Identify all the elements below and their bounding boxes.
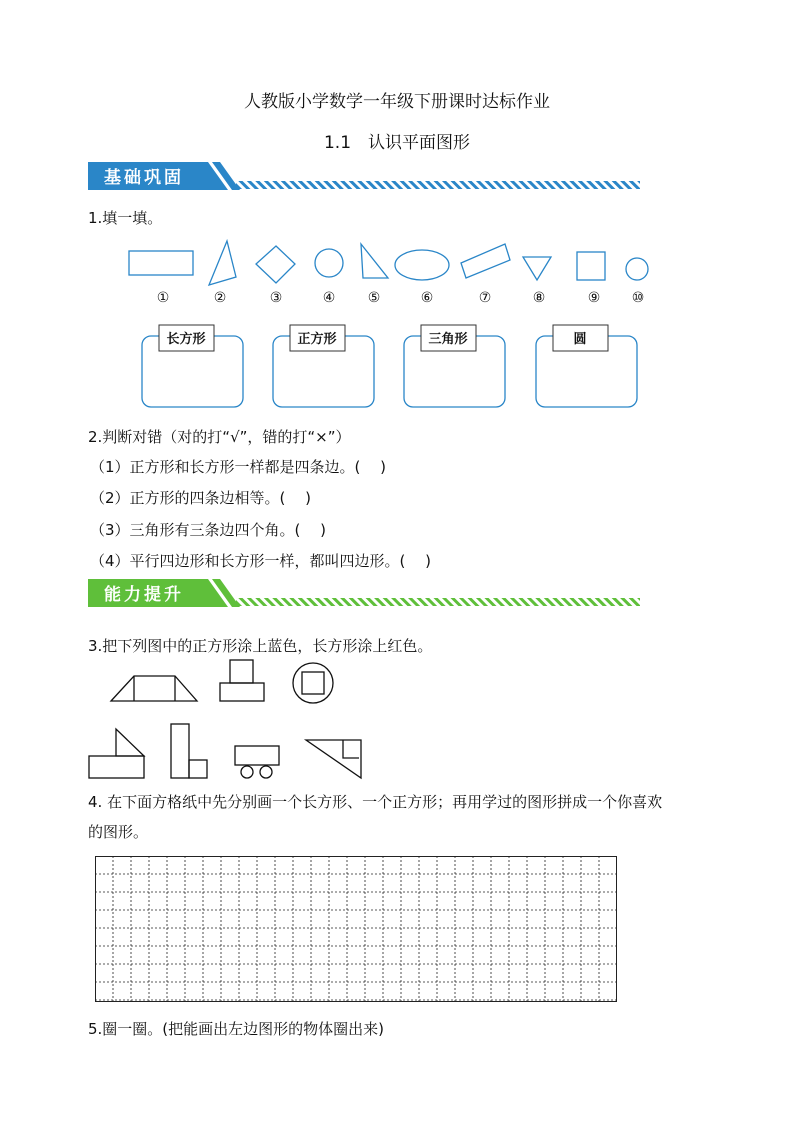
shape-circle (315, 249, 343, 277)
q2-item-2: （2）正方形的四条边相等。( ) (90, 489, 312, 507)
question-5: 5.圈一圈。(把能画出左边图形的物体圈出来) (88, 1020, 385, 1038)
label-3: ③ (269, 290, 283, 306)
figure-trapezoid (111, 676, 197, 701)
shape-square (577, 252, 605, 280)
section-banner-basic (88, 158, 644, 194)
q2-item-1: （1）正方形和长方形一样都是四条边。( ) (90, 458, 387, 476)
shape-rectangle (129, 251, 193, 275)
q3-figures (80, 655, 380, 785)
label-8: ⑧ (532, 290, 546, 306)
category-label-rectangle: 长方形 (166, 332, 206, 347)
question-2: 2.判断对错（对的打“√”，错的打“×”） (88, 428, 351, 446)
shape-ellipse (395, 250, 449, 280)
figure-square-on-rectangle (220, 660, 264, 701)
section-label-basic: 基础巩固 (104, 168, 184, 188)
grid-paper[interactable] (95, 856, 617, 1002)
q2-item-3: （3）三角形有三条边四个角。( ) (90, 521, 327, 539)
q1-shapes (120, 238, 660, 318)
label-7: ⑦ (478, 290, 492, 306)
shape-inverted-triangle (523, 257, 551, 280)
label-2: ② (213, 290, 227, 306)
category-label-square: 正方形 (297, 332, 337, 347)
figure-square-in-circle (293, 663, 333, 703)
page-title: 人教版小学数学一年级下册课时达标作业 (244, 92, 550, 112)
figure-split-triangle (306, 740, 361, 778)
label-6: ⑥ (420, 290, 434, 306)
section-label-advanced: 能力提升 (104, 585, 184, 605)
figure-cart (235, 746, 279, 778)
shape-diamond-square (256, 246, 295, 283)
lesson-subtitle: 1.1 认识平面图形 (323, 133, 471, 153)
question-4-line-1: 4. 在下面方格纸中先分别画一个长方形、一个正方形；再用学过的图形拼成一个你喜欢 (88, 793, 663, 811)
shape-triangle (209, 241, 236, 285)
category-label-circle: 圆 (573, 332, 587, 347)
shape-small-circle (626, 258, 648, 280)
section-banner-advanced (88, 575, 644, 611)
label-4: ④ (322, 290, 336, 306)
q2-item-4: （4）平行四边形和长方形一样，都叫四边形。( ) (90, 552, 432, 570)
label-10: ⑩ (631, 290, 645, 306)
label-1: ① (156, 290, 170, 306)
figure-l-shape (171, 724, 207, 778)
label-5: ⑤ (367, 290, 381, 306)
category-boxes (138, 320, 648, 412)
shape-right-triangle (361, 244, 388, 278)
figure-triangle-on-rectangle (89, 729, 144, 778)
shape-tilted-rectangle (461, 244, 510, 278)
question-1: 1.填一填。 (88, 209, 163, 227)
question-3: 3.把下列图中的正方形涂上蓝色，长方形涂上红色。 (88, 637, 433, 655)
category-label-triangle: 三角形 (428, 332, 468, 347)
question-4-line-2: 的图形。 (88, 823, 149, 841)
label-9: ⑨ (587, 290, 601, 306)
